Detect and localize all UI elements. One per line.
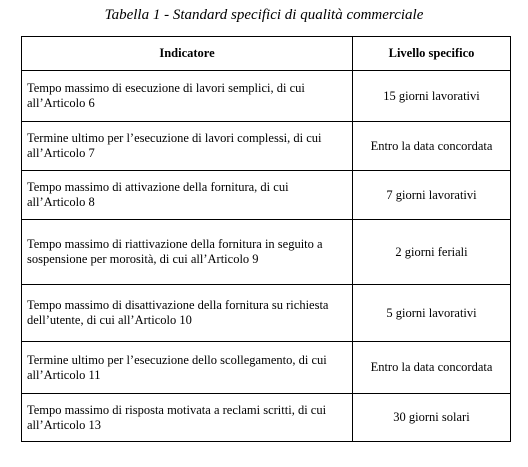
table-header-row xyxy=(22,37,511,71)
table-row xyxy=(22,394,511,442)
livello-cell: Entro la data concordata xyxy=(353,122,511,171)
indicatore-cell: Termine ultimo per l’esecuzione di lavori complessi, di cui all’Articolo 7 xyxy=(22,122,353,171)
indicatore-cell: Tempo massimo di attivazione della fornitura, di cui all’Articolo 8 xyxy=(22,171,353,220)
livello-cell: 7 giorni lavorativi xyxy=(353,171,511,220)
livello-cell: 15 giorni lavorativi xyxy=(353,71,511,122)
table-caption: Tabella 1 - Standard specifici di qualità commerciale xyxy=(104,7,424,23)
table-row xyxy=(22,342,511,394)
livello-cell: 5 giorni lavorativi xyxy=(353,285,511,342)
table-row xyxy=(22,171,511,220)
quality-standards-table xyxy=(21,36,511,442)
livello-cell: Entro la data concordata xyxy=(353,342,511,394)
indicatore-cell: Tempo massimo di disattivazione della fornitura su richiesta dell’utente, di cui all’Articolo 10 xyxy=(22,285,353,342)
table-row xyxy=(22,285,511,342)
indicatore-cell: Tempo massimo di riattivazione della fornitura in seguito a sospensione per morosità, di cui all’Articolo 9 xyxy=(22,220,353,285)
table-row xyxy=(22,71,511,122)
indicatore-cell: Tempo massimo di esecuzione di lavori semplici, di cui all’Articolo 6 xyxy=(22,71,353,122)
header-indicatore: Indicatore xyxy=(22,37,353,71)
header-livello-specifico: Livello specifico xyxy=(353,37,511,71)
table-row xyxy=(22,122,511,171)
indicatore-cell: Tempo massimo di risposta motivata a reclami scritti, di cui all’Articolo 13 xyxy=(22,394,353,442)
table-row xyxy=(22,220,511,285)
livello-cell: 2 giorni feriali xyxy=(353,220,511,285)
indicatore-cell: Termine ultimo per l’esecuzione dello scollegamento, di cui all’Articolo 11 xyxy=(22,342,353,394)
livello-cell: 30 giorni solari xyxy=(353,394,511,442)
